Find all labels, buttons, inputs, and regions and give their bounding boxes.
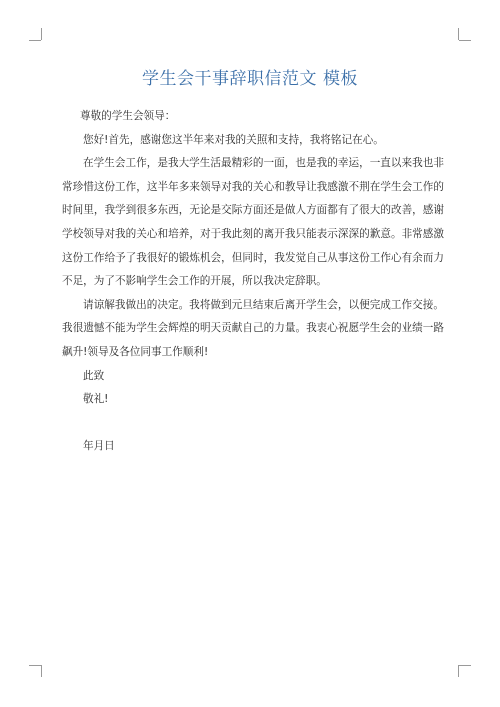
crop-mark-bottom-left-h [29,665,41,666]
crop-mark-bottom-left-v [41,665,42,677]
closing-ci-zhi: 此致 [83,369,105,382]
date-line: 年月日 [83,440,115,453]
paragraph-thanks: 您好!首先，感谢您这半年来对我的关照和支持，我将铭记在心。 [83,133,384,146]
crop-mark-top-right-v [458,28,459,40]
crop-mark-bottom-right-h [459,665,471,666]
blank-line [62,412,444,436]
crop-mark-top-left-h [29,40,41,41]
crop-mark-top-left-v [41,28,42,40]
document-title: 学生会干事辞职信范文 模板 [142,69,358,89]
salutation: 尊敬的学生会领导： [80,110,176,122]
letter-body [62,105,444,459]
closing-jing-li: 敬礼! [83,393,109,406]
crop-mark-top-right-h [459,40,471,41]
paragraph-reason: 在学生会工作，是我大学生活最精彩的一面，也是我的幸运，一直以来我也非常珍惜这份工作，这半年多来领导对我的关心和教导让我感激不荆在学生会工作的时间里，我学到很多东西，无论是交际方面还是做人方面都有了很大的改善，感谢学校领导对我的关心和培养，对于我此刻的离开我只能表示深深的歉意。非常感激这份工作给予了我很好的锻炼机会，但同时，我发觉自己从事这份工作心有余而力不足，为了不影响学生会工作的开展，所以我决定辞职。 [62,157,444,288]
crop-mark-bottom-right-v [458,665,459,677]
paragraph-decision: 请谅解我做出的决定。我将做到元旦结束后离开学生会，以便完成工作交接。我很遗憾不能为学生会辉煌的明天贡献自己的力量。我衷心祝愿学生会的业绩一路飙升!领导及各位同事工作顺利! [62,298,444,358]
